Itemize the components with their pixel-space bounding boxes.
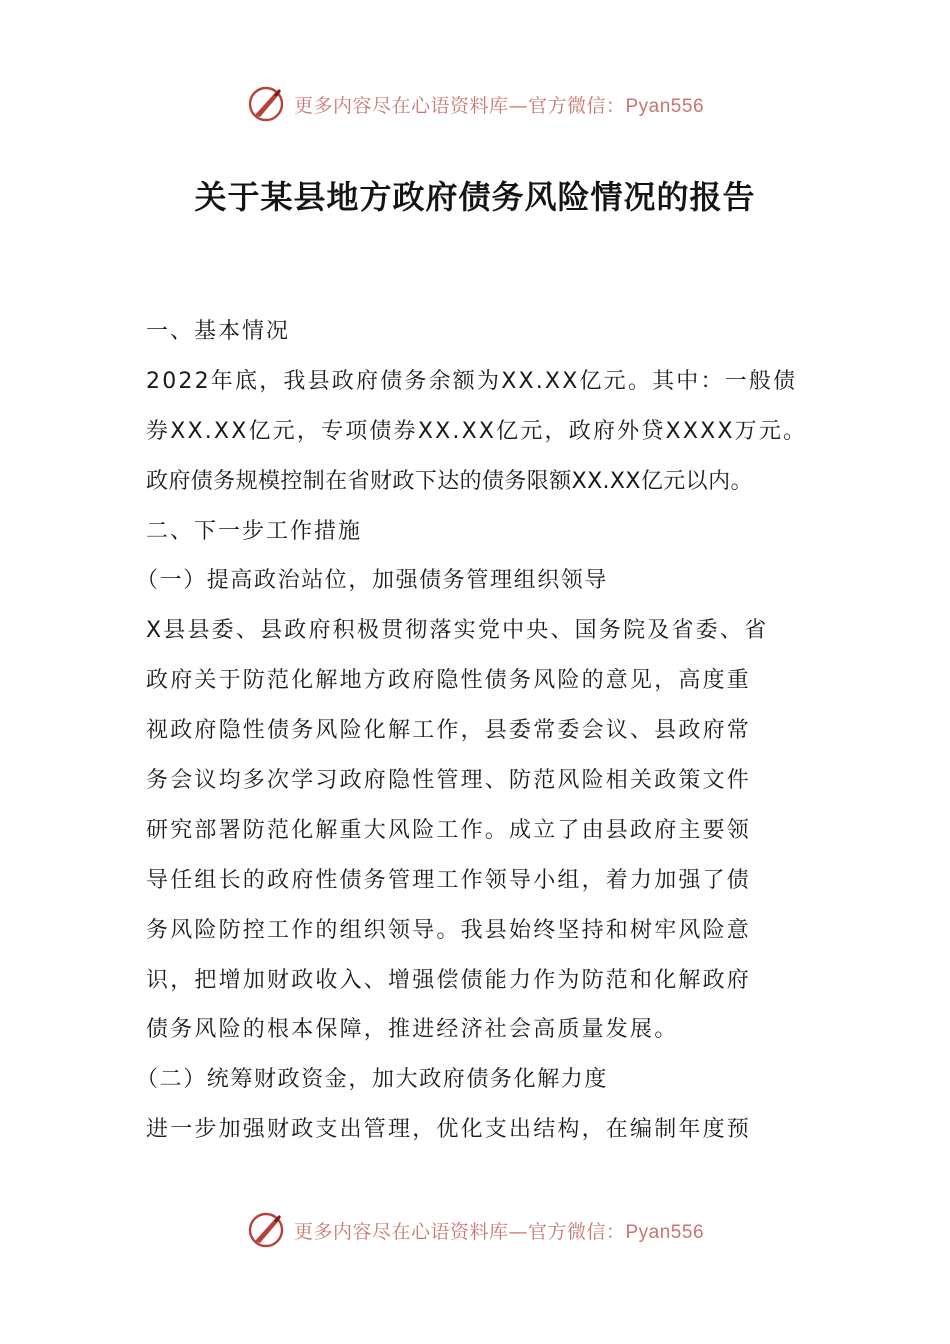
document-title: 关于某县地方政府债务风险情况的报告 xyxy=(194,178,756,216)
body-line: X县县委、县政府积极贯彻落实党中央、国务院及省委、省 xyxy=(146,618,769,644)
body-line: 券XX.XX亿元，专项债券XX.XX亿元，政府外贷XXXX万元。 xyxy=(146,418,808,444)
body-line: 务会议均多次学习政府隐性管理、防范风险相关政策文件 xyxy=(146,768,752,794)
subsection-heading-1: （一）提高政治站位，加强债务管理组织领导 xyxy=(136,568,609,594)
section-heading-measures: 二、下一步工作措施 xyxy=(146,518,363,544)
body-line: 2022年底，我县政府债务余额为XX.XX亿元。其中：一般债 xyxy=(146,368,798,394)
section-heading-basic: 一、基本情况 xyxy=(146,319,291,344)
body-line: 研究部署防范化解重大风险工作。成立了由县政府主要领 xyxy=(146,817,752,843)
document-body xyxy=(136,307,812,1155)
body-line: 务风险防控工作的组织领导。我县始终坚持和树牢风险意 xyxy=(146,917,752,943)
body-line: 识，把增加财政收入、增强偿债能力作为防范和化解政府 xyxy=(146,967,752,993)
body-line: 政府债务规模控制在省财政下达的债务限额XX.XX亿元以内。 xyxy=(146,468,753,494)
body-line: 政府关于防范化解地方政府隐性债务风险的意见，高度重 xyxy=(146,668,752,694)
watermark-text: 更多内容尽在心语资料库—官方微信：Pyan556 xyxy=(293,1220,705,1243)
watermark-header xyxy=(0,82,950,126)
subsection-heading-2: （二）统筹财政资金，加大政府债务化解力度 xyxy=(136,1067,609,1093)
body-line: 导任组长的政府性债务管理工作领导小组，着力加强了债 xyxy=(146,867,752,893)
watermark-footer xyxy=(0,1208,950,1252)
pen-circle-logo-icon xyxy=(246,84,286,124)
body-line: 视政府隐性债务风险化解工作，县委常委会议、县政府常 xyxy=(146,718,752,744)
body-line: 债务风险的根本保障，推进经济社会高质量发展。 xyxy=(146,1017,679,1043)
watermark-text: 更多内容尽在心语资料库—官方微信：Pyan556 xyxy=(293,94,705,117)
body-line: 进一步加强财政支出管理，优化支出结构，在编制年度预 xyxy=(146,1117,752,1143)
pen-circle-logo-icon xyxy=(246,1210,286,1250)
